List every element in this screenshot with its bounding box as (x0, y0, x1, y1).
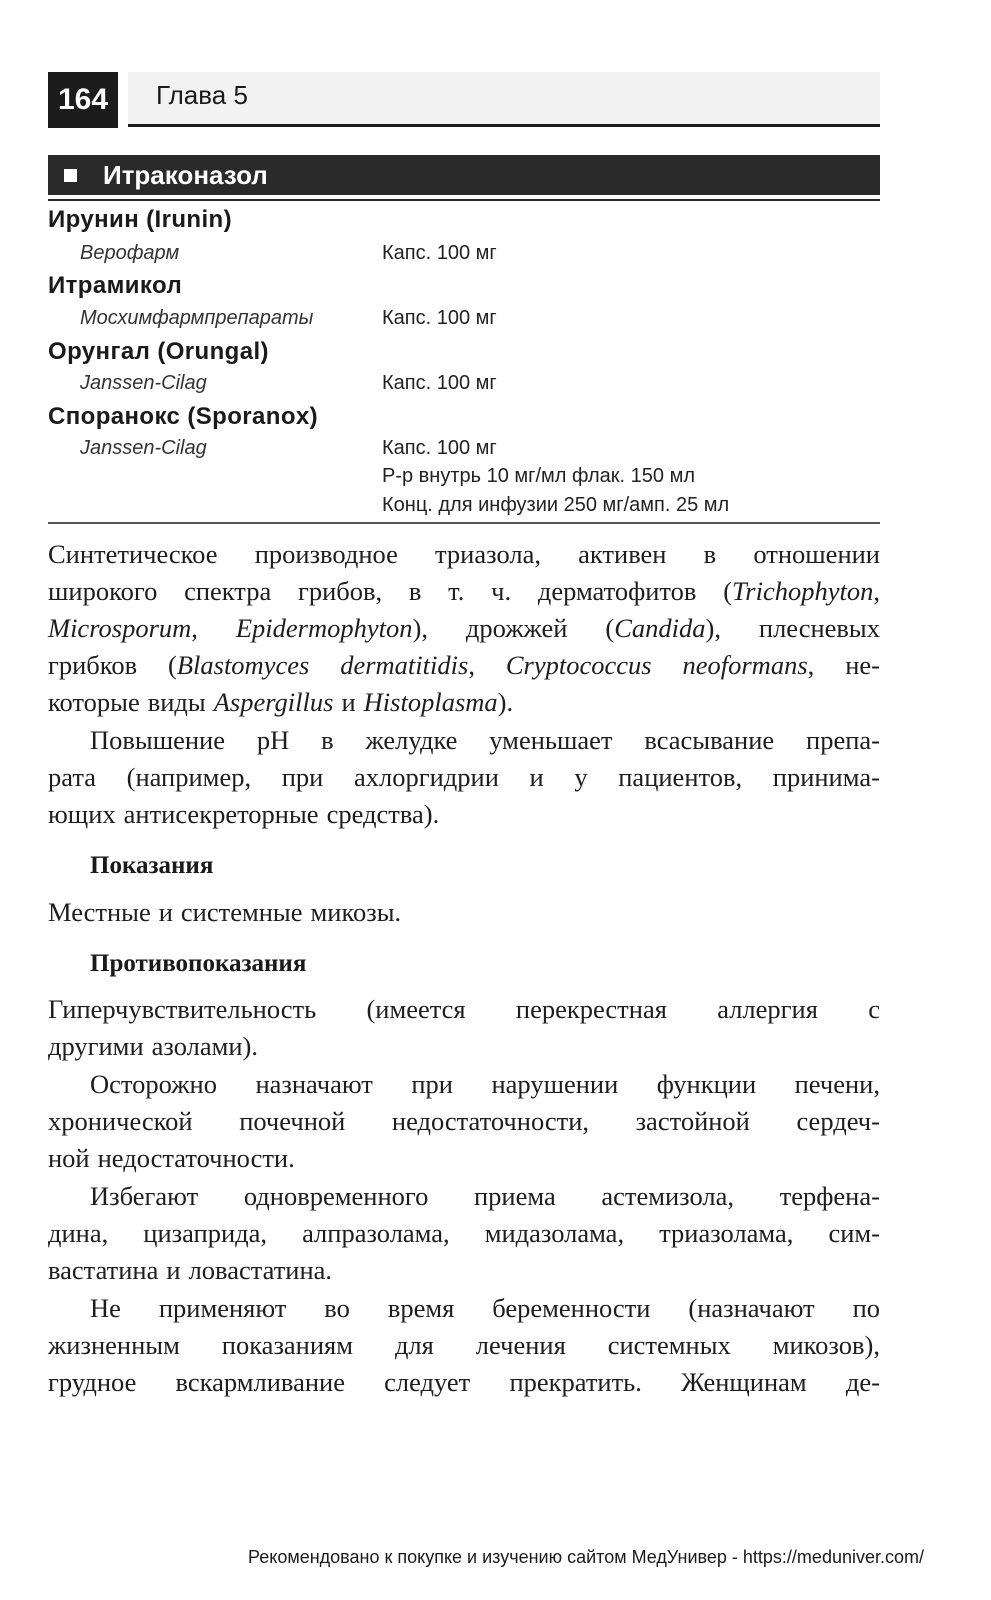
word: микозы. (310, 897, 402, 927)
drug-form: Конц. для инфузии 250 мг/амп. 25 мл (382, 494, 730, 516)
word: системные (180, 897, 303, 927)
indications-heading: Показания (90, 852, 214, 879)
text-line (48, 722, 880, 759)
word: т. (448, 576, 465, 606)
drug-form: Капс. 100 мг (382, 307, 497, 329)
paragraph-caution (48, 1066, 880, 1177)
word: Осторожно (90, 1069, 217, 1099)
word: алпразолама, (302, 1218, 450, 1248)
text-line (48, 536, 880, 573)
word: время (387, 1293, 455, 1323)
word: (Trichophyton, (723, 576, 880, 606)
drug-maker: Верофарм (80, 242, 180, 264)
word: функции (656, 1069, 757, 1099)
word: грибов, (297, 576, 383, 606)
word: лечения (475, 1330, 566, 1360)
table-rule (48, 522, 880, 524)
drug-name: Итрамикол (48, 272, 183, 299)
word: в (321, 725, 334, 755)
word: производное (254, 539, 398, 569)
word: недостаточности, (391, 1106, 589, 1136)
word: почечной (239, 1106, 346, 1136)
word: ловастатина. (188, 1255, 333, 1285)
word: которые (48, 687, 140, 717)
text-line (48, 1215, 880, 1252)
word: и (166, 1255, 181, 1285)
drug-name: Орунгал (Orungal) (48, 338, 269, 365)
word: с (868, 994, 880, 1024)
word: ной (48, 1143, 90, 1173)
page-number: 164 (48, 72, 118, 128)
word: средства). (326, 799, 440, 829)
word: следует (384, 1367, 471, 1397)
word: беременности (492, 1293, 651, 1323)
word: дина, (48, 1218, 109, 1248)
word: сердеч- (796, 1106, 880, 1136)
word: спектра (184, 576, 272, 606)
word: сим- (828, 1218, 880, 1248)
word: Не (90, 1293, 121, 1323)
drug-form: Капс. 100 мг (382, 437, 497, 459)
word: дрожжей (465, 613, 568, 643)
word: (назначают (688, 1293, 815, 1323)
word: микозов), (772, 1330, 880, 1360)
word: азолами). (151, 1031, 259, 1061)
text-line (48, 796, 880, 833)
header-rule (128, 124, 880, 127)
word: Epidermophyton), (235, 613, 428, 643)
word: для (394, 1330, 434, 1360)
word: застойной (635, 1106, 750, 1136)
word: и (158, 897, 173, 927)
word: хронической (48, 1106, 193, 1136)
word: жизненным (48, 1330, 180, 1360)
word: Microsporum, (48, 613, 198, 643)
text-line (48, 1290, 880, 1327)
word: Женщинам (681, 1367, 807, 1397)
word: ющих (48, 799, 116, 829)
word: применяют (158, 1293, 287, 1323)
word: плесневых (758, 613, 880, 643)
word: в (408, 576, 422, 606)
section-title-bar (48, 155, 880, 195)
paragraph-interactions (48, 1178, 880, 1289)
word: триазолама, (659, 1218, 794, 1248)
word: (имеется (366, 994, 466, 1024)
word: всасывание (644, 725, 775, 755)
word: Cryptococcus (505, 650, 652, 680)
drug-maker: Мосхимфармпрепараты (80, 307, 314, 329)
word: аллергия (717, 994, 818, 1024)
word: у (574, 762, 588, 792)
chapter-title: Глава 5 (156, 80, 248, 110)
word: по (852, 1293, 880, 1323)
word: (например, (126, 762, 252, 792)
word: во (324, 1293, 350, 1323)
word: прекратить. (509, 1367, 642, 1397)
word: ахлоргидрии (354, 762, 499, 792)
word: dermatitidis, (340, 650, 475, 680)
word: другими (48, 1031, 144, 1061)
word: Избегают (90, 1181, 199, 1211)
paragraph-ph (48, 722, 880, 833)
word: печени, (794, 1069, 880, 1099)
text-line (48, 1178, 880, 1215)
word: виды (147, 687, 206, 717)
word: в (703, 539, 717, 569)
paragraph-contraindications (48, 991, 880, 1065)
word: системных (607, 1330, 731, 1360)
word: широкого (48, 576, 158, 606)
footer-note: Рекомендовано к покупке и изучению сайтом МедУнивер - https://meduniver.com/ (248, 1547, 924, 1567)
word: перекрестная (515, 994, 667, 1024)
word: Aspergillus (213, 687, 334, 717)
drug-maker: Janssen-Cilag (80, 372, 207, 394)
drug-name: Ирунин (Irunin) (48, 206, 232, 233)
word: отношении (753, 539, 880, 569)
word: ч. (491, 576, 512, 606)
drug-form: Капс. 100 мг (382, 242, 497, 264)
text-line (48, 1364, 880, 1401)
text-line (48, 1140, 880, 1177)
word: pH (256, 725, 290, 755)
word: терфена- (779, 1181, 880, 1211)
drug-maker: Janssen-Cilag (80, 437, 207, 459)
paragraph-pregnancy (48, 1290, 880, 1401)
word: и (529, 762, 544, 792)
word: мидазолама, (484, 1218, 625, 1248)
word: антисекреторные (123, 799, 319, 829)
word: Гиперчувствительность (48, 994, 317, 1024)
text-line (48, 1252, 880, 1289)
text-line (48, 1103, 880, 1140)
word: дерматофитов (537, 576, 697, 606)
text-line (48, 684, 880, 721)
text-line (48, 1327, 880, 1364)
word: назначают (255, 1069, 373, 1099)
word: Histoplasma). (363, 687, 514, 717)
text-line (48, 894, 880, 931)
text-line (48, 991, 880, 1028)
word: принима- (772, 762, 880, 792)
word: активен (578, 539, 667, 569)
text-line (48, 759, 880, 796)
word: и (341, 687, 356, 717)
paragraph-indications (48, 894, 880, 931)
drug-form: Капс. 100 мг (382, 372, 497, 394)
text-line (48, 573, 880, 610)
word: Местные (48, 897, 151, 927)
section-title: Итраконазол (103, 159, 268, 190)
word: триазола, (435, 539, 541, 569)
paragraph-description (48, 536, 880, 721)
word: одновременного (243, 1181, 429, 1211)
text-line (48, 647, 880, 684)
drug-form: Р-р внутрь 10 мг/мл флак. 150 мл (382, 465, 696, 487)
word: не- (845, 650, 880, 680)
word: Синтетическое (48, 539, 218, 569)
word: цизаприда, (143, 1218, 268, 1248)
text-line (48, 1066, 880, 1103)
section-rule (48, 199, 880, 201)
word: (Candida), (605, 613, 721, 643)
square-bullet-icon (64, 169, 77, 182)
word: препа- (806, 725, 880, 755)
word: Повышение (90, 725, 225, 755)
word: вскармливание (175, 1367, 345, 1397)
word: де- (845, 1367, 880, 1397)
text-line (48, 610, 880, 647)
word: грудное (48, 1367, 137, 1397)
word: недостаточности. (97, 1143, 295, 1173)
word: (Blastomyces (168, 650, 310, 680)
word: уменьшает (489, 725, 613, 755)
word: показаниям (221, 1330, 354, 1360)
word: при (411, 1069, 453, 1099)
word: приема (473, 1181, 556, 1211)
drug-name: Споранокс (Sporanox) (48, 403, 319, 430)
word: астемизола, (601, 1181, 735, 1211)
word: нарушении (491, 1069, 619, 1099)
text-line (48, 1028, 880, 1065)
word: neoformans, (682, 650, 815, 680)
word: пациентов, (618, 762, 743, 792)
word: грибков (48, 650, 138, 680)
contraindications-heading: Противопоказания (90, 950, 307, 977)
word: рата (48, 762, 96, 792)
word: при (281, 762, 324, 792)
word: желудке (365, 725, 458, 755)
word: вастатина (48, 1255, 159, 1285)
